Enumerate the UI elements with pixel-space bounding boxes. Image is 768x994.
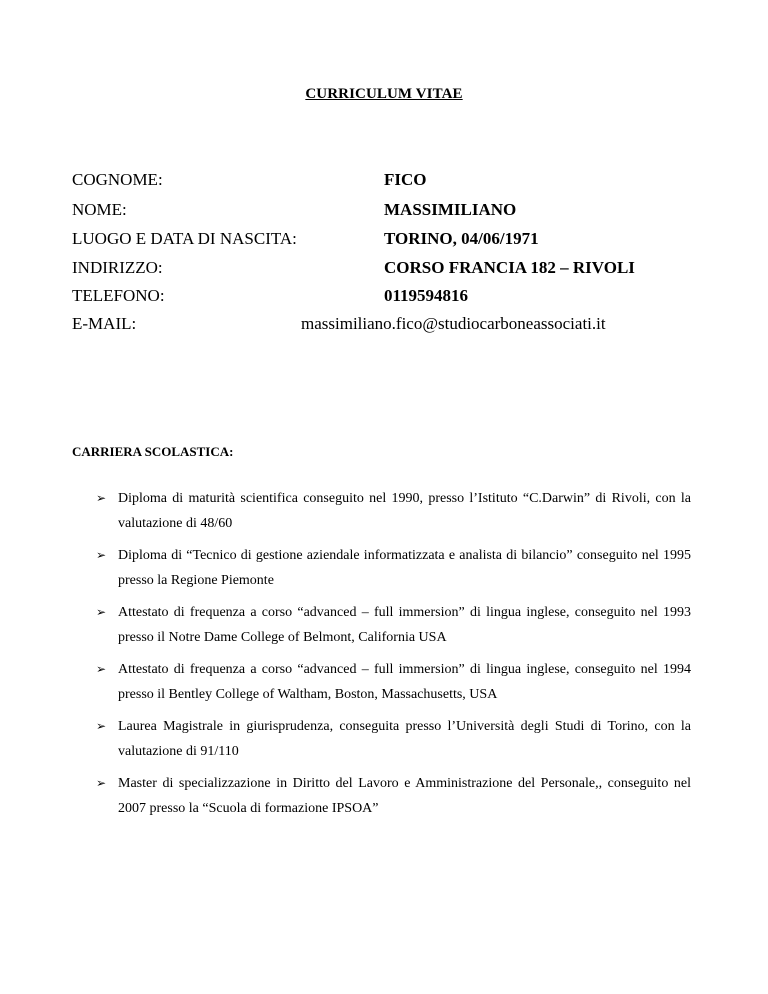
name-label: NOME:: [72, 200, 127, 219]
page-title: CURRICULUM VITAE: [305, 86, 463, 102]
list-item: [96, 486, 691, 536]
address-label: INDIRIZZO:: [72, 258, 163, 277]
surname-value: FICO: [384, 170, 427, 189]
education-list: [96, 486, 691, 828]
phone-label: TELEFONO:: [72, 286, 165, 305]
arrow-bullet-icon: ➢: [96, 548, 107, 562]
list-item: [96, 771, 691, 821]
list-item: [96, 714, 691, 764]
education-heading: CARRIERA SCOLASTICA:: [72, 444, 234, 459]
email-label: E-MAIL:: [72, 314, 137, 333]
birth-label: LUOGO E DATA DI NASCITA:: [72, 229, 297, 248]
list-item-text: Attestato di frequenza a corso “advanced – full immersion” di lingua inglese, conseguito nel 1994 presso il Bentley College of Waltham, Boston, Massachusetts, USA: [118, 662, 691, 702]
arrow-bullet-icon: ➢: [96, 491, 107, 505]
arrow-bullet-icon: ➢: [96, 605, 107, 619]
surname-label: COGNOME:: [72, 170, 163, 189]
address-value: CORSO FRANCIA 182 – RIVOLI: [384, 258, 635, 277]
arrow-bullet-icon: ➢: [96, 662, 107, 676]
list-item-text: Master di specializzazione in Diritto del Lavoro e Amministrazione del Personale,, conseguito nel 2007 presso la “Scuola di formazione IPSOA”: [118, 776, 691, 816]
arrow-bullet-icon: ➢: [96, 719, 107, 733]
email-value[interactable]: massimiliano.fico@studiocarboneassociati.it: [301, 314, 606, 333]
list-item: [96, 600, 691, 650]
birth-value: TORINO, 04/06/1971: [384, 229, 539, 248]
name-value: MASSIMILIANO: [384, 200, 517, 219]
phone-value: 0119594816: [384, 286, 469, 305]
list-item-text: Attestato di frequenza a corso “advanced – full immersion” di lingua inglese, conseguito nel 1993 presso il Notre Dame College of Belmont, California USA: [118, 605, 691, 645]
list-item: [96, 543, 691, 593]
arrow-bullet-icon: ➢: [96, 776, 107, 790]
list-item: [96, 657, 691, 707]
list-item-text: Diploma di maturità scientifica conseguito nel 1990, presso l’Istituto “C.Darwin” di Rivoli, con la valutazione di 48/60: [118, 491, 691, 531]
list-item-text: Diploma di “Tecnico di gestione aziendale informatizzata e analista di bilancio” conseguito nel 1995 presso la Regione Piemonte: [118, 548, 691, 588]
list-item-text: Laurea Magistrale in giurisprudenza, conseguita presso l’Università degli Studi di Torino, con la valutazione di 91/110: [118, 719, 691, 759]
